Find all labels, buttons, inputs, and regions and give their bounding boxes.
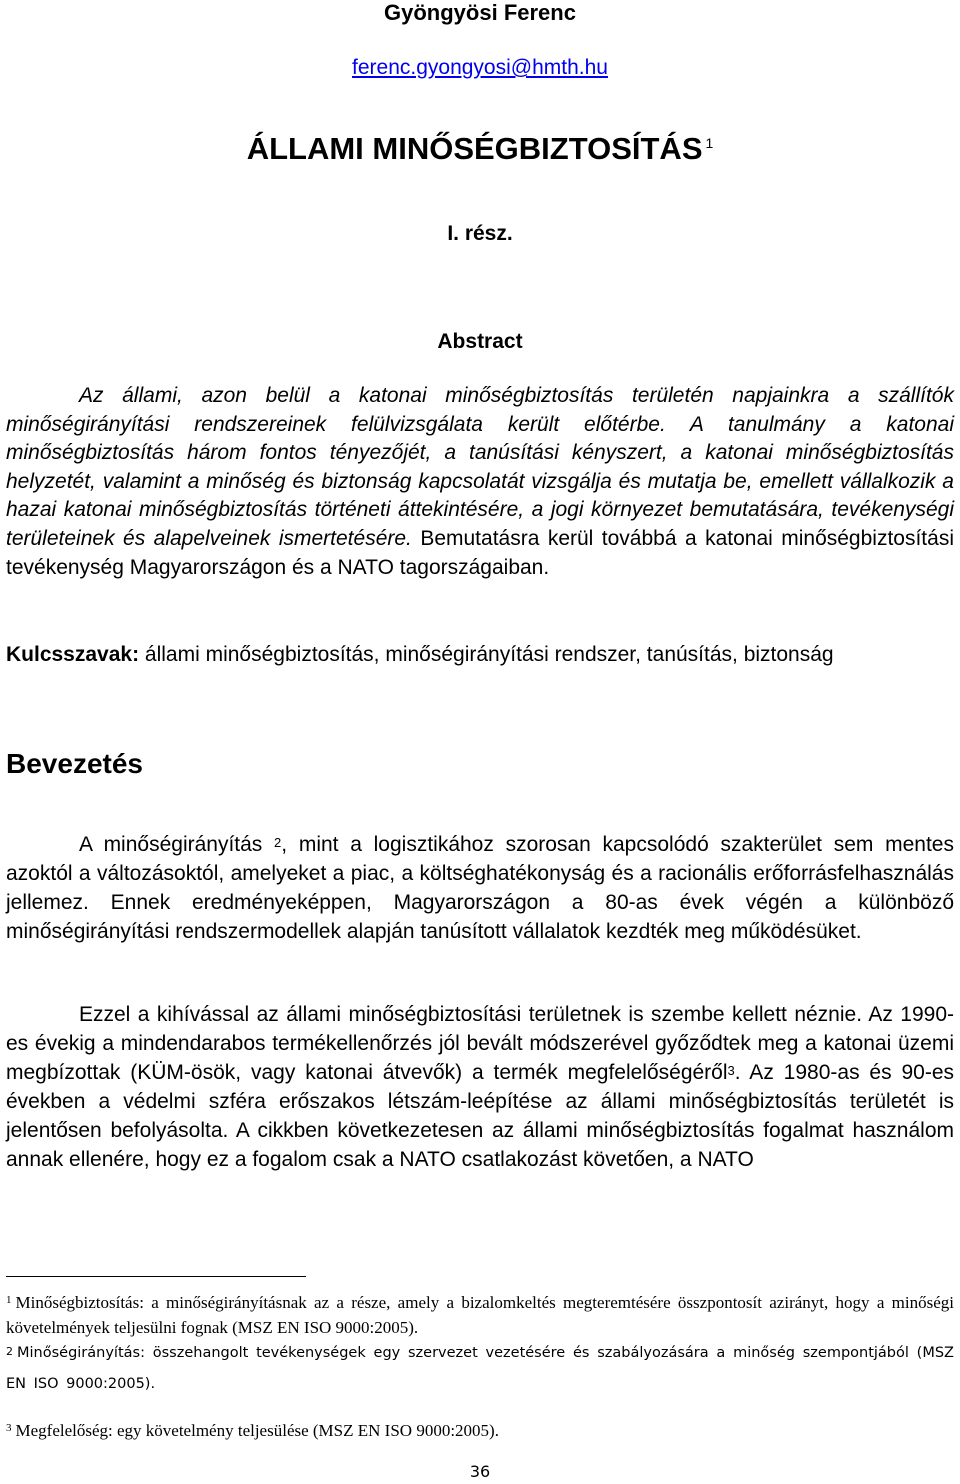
body-paragraph-2 xyxy=(6,1000,954,1174)
keywords-label: Kulcsszavak: xyxy=(6,643,140,666)
section-heading: Bevezetés xyxy=(6,748,143,779)
footnote-2-number: 2 xyxy=(6,1345,13,1358)
part-label: I. rész. xyxy=(447,222,513,245)
para2-text-a: Ezzel a kihívással az állami minőségbiztosítási területnek is szembe kellett néznie. Az 1990-es évekig a mindendarabos termékellenőrzés jól bevált módszerével győződtek meg a katonai üzemi megbízottak (KÜM-ösök, vagy katonai átvevők) a termék megfelelőségéről xyxy=(6,1003,954,1084)
title-text: ÁLLAMI MINŐSÉGBIZTOSÍTÁS xyxy=(246,131,703,166)
footnote-3-text: Megfelelőség: egy követelmény teljesülése (MSZ EN ISO 9000:2005). xyxy=(15,1421,499,1440)
footnote-2 xyxy=(6,1338,954,1400)
footnote-2-text: Minőségirányítás: összehangolt tevékenységek egy szervezet vezetésére és szabályozására a minőség szempontjából (MSZ EN ISO 9000:2005). xyxy=(6,1345,954,1392)
footnote-ref-3[interactable]: 3 xyxy=(727,1063,735,1078)
keywords-text: állami minőségbiztosítás, minőségirányítási rendszer, tanúsítás, biztonság xyxy=(139,643,834,666)
footnote-1-text: Minőségbiztosítás: a minőségirányításnak az a része, amely a bizalomkeltés megteremtésére összpontosít azirányt, hogy a minőségi követelmények teljesülni fognak (MSZ EN ISO 9000:2005). xyxy=(6,1293,954,1337)
footnote-divider xyxy=(6,1276,306,1277)
para2-text-b: . Az 1980-as és 90-es években a védelmi szféra erőszakos létszám-leépítése az állami minőségbiztosítás területét is jelentősen befolyásolta. A cikkben következetesen az állami minőségbiztosítás fogalmat használom annak ellenére, hogy ez a fogalom csak a NATO csatlakozást követően, a NATO xyxy=(6,1061,955,1171)
document-title xyxy=(0,131,960,167)
footnote-3 xyxy=(6,1418,954,1443)
abstract-italic-text: Az állami, azon belül a katonai minőségbiztosítás területén napjainkra a szállítók minőségirányítási rendszereinek felülvizsgálata került előtérbe. A tanulmány a katonai minőségbiztosítás három fontos tényezőjét, a tanúsítási kényszert, a katonai minőségbiztosítás helyzetét, valamint a minőség és biztonság kapcsolatát vizsgálja és mutatja be, emellett vállalkozik a hazai katonai minőségbiztosítás történeti áttekintésére, a jogi környezet bemutatására, tevékenységi területeinek és alapelveinek ismertetésére. xyxy=(6,384,954,550)
footnote-1 xyxy=(6,1290,954,1340)
keywords xyxy=(6,640,954,669)
author-email xyxy=(0,56,960,80)
title-footnote-ref[interactable]: 1 xyxy=(705,135,714,151)
footnote-1-number: 1 xyxy=(6,1294,12,1306)
author-name: Gyöngyösi Ferenc xyxy=(384,0,576,25)
email-link[interactable]: ferenc.gyongyosi@hmth.hu xyxy=(352,56,608,79)
abstract-text xyxy=(6,382,954,582)
para1-text-b: , mint a logisztikához szorosan kapcsolódó szakterület sem mentes azoktól a változásoktól, amelyeket a piac, a költséghatékonyság és a racionális erőforrásfelhasználás jellemez. Ennek eredményeképpen, Magyarországon a 80-as évek végén a különböző minőségirányítási rendszermodellek alapján tanúsított vállalatok kezdték meg működésüket. xyxy=(6,833,954,943)
footnote-ref-2[interactable]: 2 xyxy=(274,835,282,850)
para1-text-a: A minőségirányítás xyxy=(79,833,263,856)
body-paragraph-1 xyxy=(6,830,954,946)
abstract-heading: Abstract xyxy=(437,330,523,353)
abstract-upright-text: Bemutatásra kerül továbbá a katonai minőségbiztosítási tevékenység Magyarországon és a NATO tagországaiban. xyxy=(6,526,954,579)
page-number: 36 xyxy=(469,1462,491,1481)
footnote-3-number: 3 xyxy=(6,1422,12,1434)
